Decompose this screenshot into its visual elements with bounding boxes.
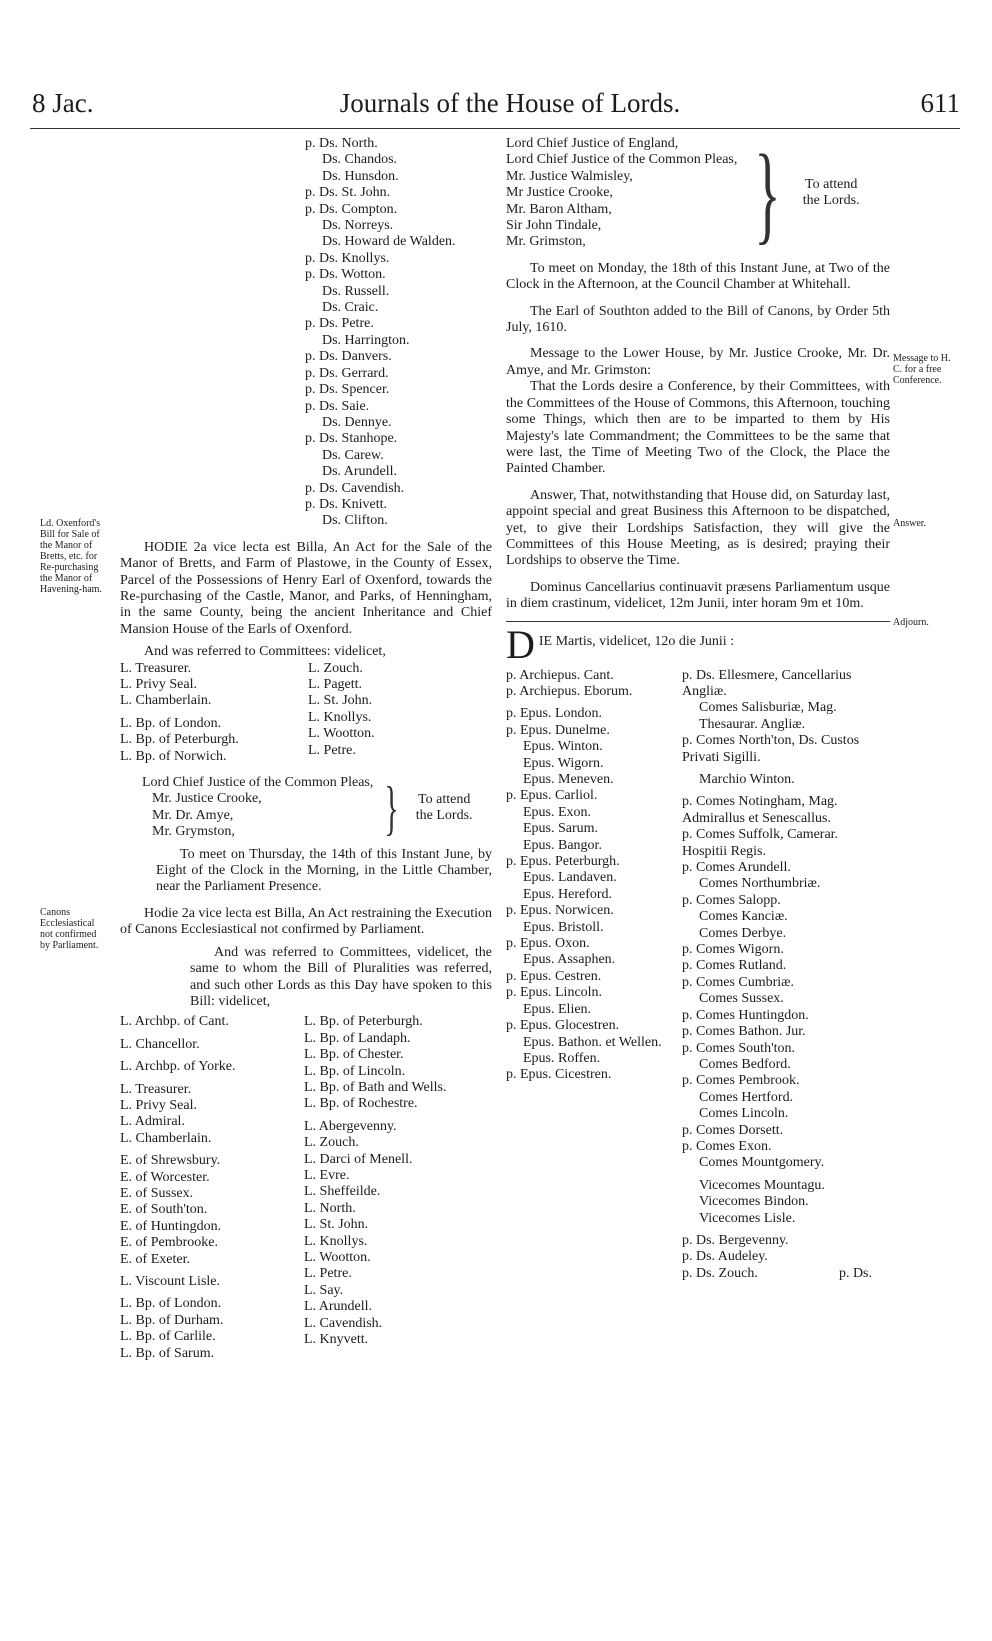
list-item: Ds. Clifton. [322,513,388,529]
list-item: p. Epus. Cestren. [506,968,602,984]
attendance-lists [506,668,890,1283]
list-item: Mr. Justice Walmisley, [506,168,633,184]
brace-mark: } [384,774,399,841]
drop-cap: D [506,627,535,662]
bishops-list [506,668,682,1283]
list-item: L. Arundell. [304,1299,373,1315]
list-item: p. Ds. St. John. [305,185,391,201]
list-item: L. Wootton. [304,1250,371,1265]
list-item: L. Zouch. [304,1135,359,1151]
list-item: L. Chamberlain. [120,1130,212,1146]
list-item: p. Comes Suffolk, Camerar. Hospitii Regis. [682,827,839,859]
list-item: p. Comes North'ton, Ds. Custos Privati Sigilli. [682,733,860,765]
list-item: p. Comes Salopp. [682,892,781,908]
list-item: L. Bp. of London. [120,715,222,731]
list-item: Epus. Bristoll. [523,919,604,935]
answer-entry: Answer, That, notwithstanding that House did, on Saturday last, appoint special and great Business this Afternoon to be dispatched, yet, to give their Lordships Satisfaction, they will give the Committees of this House Meeting, as is desired; praying their Lordships to observe the Time. [506,487,890,569]
meeting-notice-2: To meet on Monday, the 18th of this Instant June, at Two of the Clock in the Afternoon, at the Council Chamber at Whitehall. [506,260,890,293]
list-item: L. Bp. of Sarum. [120,1345,215,1361]
list-item: p. Epus. Dunelme. [506,722,610,738]
list-item: L. Treasurer. [120,1081,192,1097]
margin-note-canons: Canons Ecclesiastical not confirmed by Parliament. [40,907,99,951]
list-item: L. Knollys. [308,709,372,725]
list-item: Vicecomes Mountagu. [699,1177,825,1193]
list-item: p. Comes Notingham, Mag. Admirallus et Senescallus. [682,794,838,826]
list-item: p. Comes Dorsett. [682,1122,784,1138]
list-item: p. Comes Bathon. Jur. [682,1024,806,1040]
list-item: Mr. Grimston, [506,234,586,250]
bretts-bill-entry: HODIE 2a vice lecta est Billa, An Act for the Sale of the Manor of Bretts, and Farm of Plastowe, in the County of Essex, Parcel of the Possessions of Henry Earl of Oxenford, towards the Re-purchasing of the Castle, Manor, and Parks, of Henningham, in the same County, being the ancient Inheritance and Chief Mansion House of the Earls of Oxenford. [120,539,492,637]
list-item: E. of Shrewsbury. [120,1153,221,1169]
attendants-block-2 [506,132,890,255]
list-item: p. Ds. Bergevenny. [682,1232,789,1248]
committees-intro: And was referred to Committees: videlicet, [144,644,386,660]
list-item: Lord Chief Justice of England, [506,136,679,151]
list-item: p. Epus. Lincoln. [506,985,603,1001]
list-item: p. Comes Rutland. [682,958,787,974]
list-item: Sir John Tindale, [506,218,602,234]
margin-note-answer: Answer. [893,518,927,529]
list-item: p. Epus. Carliol. [506,788,598,804]
list-item: Epus. Landaven. [523,870,617,886]
list-item: Ds. Russell. [322,283,390,299]
canons-bill-entry: Hodie 2a vice lecta est Billa, An Act restraining the Execution of Canons Ecclesiastical not confirmed by Parliament. [120,905,492,938]
list-item: Comes Lincoln. [699,1106,789,1122]
day-heading: IE Martis, videlicet, 12o die Junii : [538,633,735,649]
message-body: That the Lords desire a Conference, by their Committees, with the Committees of the House of Commons, this Afternoon, touching some Things, which then are to be imparted to them by His Majesty's late Commandment; the Committees to be the same that were last, the Time of Meeting Two of the Clock, the Place the Painted Chamber. [506,379,890,477]
list-item: L. Bp. of Peterburgh. [304,1014,423,1030]
list-item: Ds. Hunsdon. [322,168,399,184]
list-item: L. Bp. of Carlile. [120,1329,216,1345]
list-item: L. Bp. of Chester. [304,1047,404,1063]
list-item: p. Ds. North. [305,136,378,151]
list-item: L. Evre. [304,1167,350,1183]
list-item: Ds. Chandos. [322,152,398,168]
list-item: Lord Chief Justice of the Common Pleas, [142,775,374,791]
list-item: Ds. Howard de Walden. [322,234,456,250]
list-item: p. Comes Exon. [682,1138,772,1154]
adjournment-entry: Dominus Cancellarius continuavit præsens Parliamentum usque in diem crastinum, videlicet, 12m Junii, inter horam 9m et 10m. [506,579,890,612]
list-item: L. North. [304,1200,356,1216]
list-item: p. Comes Wigorn. [682,942,784,958]
list-item: p. Ds. Compton. [305,201,398,217]
right-column [506,132,890,1282]
page-number: 611 [920,88,960,118]
list-item: L. Chancellor. [120,1036,200,1052]
list-item: Ds. Arundell. [322,464,398,480]
day-heading-block [506,628,890,662]
brace-mark: } [754,132,781,255]
list-item: Comes Mountgomery. [699,1155,825,1171]
list-item: Epus. Bangor. [523,837,602,853]
list-item: Epus. Bathon. et Wellen. [523,1034,662,1050]
list-item: p. Comes Pembrook. [682,1073,800,1089]
left-column [120,136,492,1362]
list-item: L. St. John. [304,1217,369,1233]
list-item: E. of South'ton. [120,1202,208,1218]
list-item: L. Bp. of London. [120,1296,222,1312]
list-item: p. Ds. Petre. [305,316,374,332]
attend-label: To attend the Lords. [802,177,860,209]
list-item: Comes Bedford. [699,1056,791,1072]
list-item: L. Bp. of Bath and Wells. [304,1079,447,1095]
list-item: Epus. Hereford. [523,886,613,902]
list-item: p. Comes South'ton. [682,1040,795,1056]
list-item: p. Epus. Oxon. [506,936,590,952]
list-item: p. Comes Arundell. [682,860,791,876]
list-item: Mr. Justice Crooke, [152,791,262,807]
list-item: p. Ds. Wotton. [305,267,386,283]
list-item: L. Zouch. [308,660,363,676]
list-item: L. Sheffeilde. [304,1184,381,1200]
list-item: Vicecomes Bindon. [699,1194,809,1210]
list-item: Mr. Baron Altham, [506,201,612,217]
list-item: L. Petre. [304,1266,352,1282]
list-item: L. Privy Seal. [120,1097,197,1113]
meeting-notice-1: To meet on Thursday, the 14th of this Instant June, by Eight of the Clock in the Morning, in the Little Chamber, near the Parliament Presence. [156,846,492,895]
list-item: Mr. Dr. Amye, [152,807,234,823]
list-item: L. Pagett. [308,677,363,692]
list-item: Ds. Norreys. [322,218,394,234]
list-item: p. Ds. Knivett. [305,496,388,512]
list-item: E. of Sussex. [120,1185,194,1201]
list-item: E. of Worcester. [120,1169,210,1185]
list-item: Comes Salisburiæ, Mag. Thesaurar. Angliæ. [699,700,837,732]
list-item: L. Privy Seal. [120,677,197,692]
list-item: p. Epus. Cicestren. [506,1067,612,1083]
list-item: Ds. Harrington. [322,332,410,348]
attend-label: To attend the Lords. [415,791,473,823]
list-item: p. Comes Cumbriæ. [682,974,795,990]
lords-present-list [305,136,492,530]
list-item: L. Bp. of Norwich. [120,748,227,764]
list-item: L. Chamberlain. [120,693,212,709]
list-item: p. Archiepus. Eborum. [506,683,633,699]
southton-addition: The Earl of Southton added to the Bill of Canons, by Order 5th July, 1610. [506,303,890,336]
list-item: Epus. Meneven. [523,772,614,787]
list-item: Vicecomes Lisle. [699,1210,796,1226]
list-item: L. Abergevenny. [304,1118,397,1134]
committee-list-bretts [120,661,492,765]
margin-note-bretts: Ld. Oxenford's Bill for Sale of the Manor of Bretts, etc. for Re-purchasing the Manor of Havening-ham. [40,518,102,595]
list-item: L. Bp. of Lincoln. [304,1063,406,1079]
list-item: p. Ds. Danvers. [305,349,392,365]
list-item: p. Ds. Saie. [305,398,370,414]
list-item: Marchio Winton. [699,772,795,787]
section-rule [506,621,890,622]
list-item: Comes Hertford. [699,1089,794,1105]
last-line [682,1266,872,1282]
list-item: p. Ds. Knollys. [305,250,390,266]
list-item: p. Archiepus. Cant. [506,667,614,683]
list-item: L. Petre. [308,742,356,758]
list-item: L. Bp. of Landaph. [304,1030,411,1046]
list-item: L. Archbp. of Yorke. [120,1059,236,1075]
list-item: p. Ds. Stanhope. [305,431,398,447]
margin-note-adjourn: Adjourn. [893,617,929,628]
list-item: p. Ds. Spencer. [305,382,390,398]
list-item: L. Treasurer. [120,660,192,676]
list-item: L. Bp. of Peterburgh. [120,732,239,748]
list-item: p. Ds. Zouch. [682,1265,758,1281]
list-item: Comes Sussex. [699,991,784,1007]
list-item: Mr. Grymston, [152,824,235,840]
catchword: p. Ds. [838,1265,872,1281]
list-item: E. of Huntingdon. [120,1218,222,1234]
list-item: Epus. Exon. [523,804,592,820]
regnal-year: 8 Jac. [32,88,94,118]
list-item: p. Ds. Cavendish. [305,480,405,496]
list-item: Epus. Elien. [523,1001,592,1017]
list-item: Comes Derbye. [699,925,787,941]
list-item: E. of Pembrooke. [120,1235,218,1251]
list-item: L. Knyvett. [304,1332,369,1348]
list-item: p. Epus. Peterburgh. [506,854,620,870]
header-rule [30,128,960,129]
list-item: L. Bp. of Durham. [120,1312,224,1328]
list-item: L. Cavendish. [304,1315,383,1331]
list-item: p. Ds. Audeley. [682,1249,768,1265]
list-item: Epus. Sarum. [523,821,599,837]
list-item: Ds. Dennye. [322,414,392,430]
list-item: p. Ds. Gerrard. [305,365,389,381]
list-item: E. of Exeter. [120,1251,190,1267]
list-item: Mr Justice Crooke, [506,185,613,201]
list-item: Epus. Assaphen. [523,952,616,968]
list-item: p. Comes Huntingdon. [682,1007,809,1023]
list-item: L. Admiral. [120,1114,185,1130]
message-intro: Message to the Lower House, by Mr. Justice Crooke, Mr. Dr. Amye, and Mr. Grimston: [506,346,890,378]
list-item: Ds. Craic. [322,300,379,316]
list-item: Epus. Winton. [523,739,603,755]
list-item: Epus. Wigorn. [523,755,604,771]
list-item: L. Darci of Menell. [304,1151,413,1167]
list-item: Lord Chief Justice of the Common Pleas, [506,152,738,168]
list-item: L. Say. [304,1282,344,1298]
list-item: Comes Northumbriæ. [699,876,821,892]
list-item: L. Viscount Lisle. [120,1274,221,1289]
list-item: p. Ds. Ellesmere, Cancellarius Angliæ. [682,667,852,699]
attendants-block-1 [142,775,492,841]
committees-intro-2: And was referred to Committees, videlicet, the same to whom the Bill of Pluralities was referred, and such other Lords as this Day have spoken to this Bill: videlicet, [190,944,492,1009]
committee-list-canons [120,1014,492,1362]
list-item: L. Knollys. [304,1233,368,1249]
journal-title: Journals of the House of Lords. [339,88,681,118]
list-item: L. Archbp. of Cant. [120,1014,229,1030]
list-item: L. Wootton. [308,726,375,742]
list-item: p. Epus. Norwicen. [506,903,614,919]
list-item: p. Epus. Glocestren. [506,1018,620,1034]
list-item: Epus. Roffen. [523,1050,601,1066]
list-item: Comes Kanciæ. [699,909,788,925]
list-item: Ds. Carew. [322,447,384,463]
list-item: L. St. John. [308,693,373,709]
temporal-lords-list [682,668,890,1283]
list-item: L. Bp. of Rochestre. [304,1096,418,1112]
list-item: p. Epus. London. [506,706,603,722]
margin-note-message: Message to H. C. for a free Conference. [893,353,951,386]
